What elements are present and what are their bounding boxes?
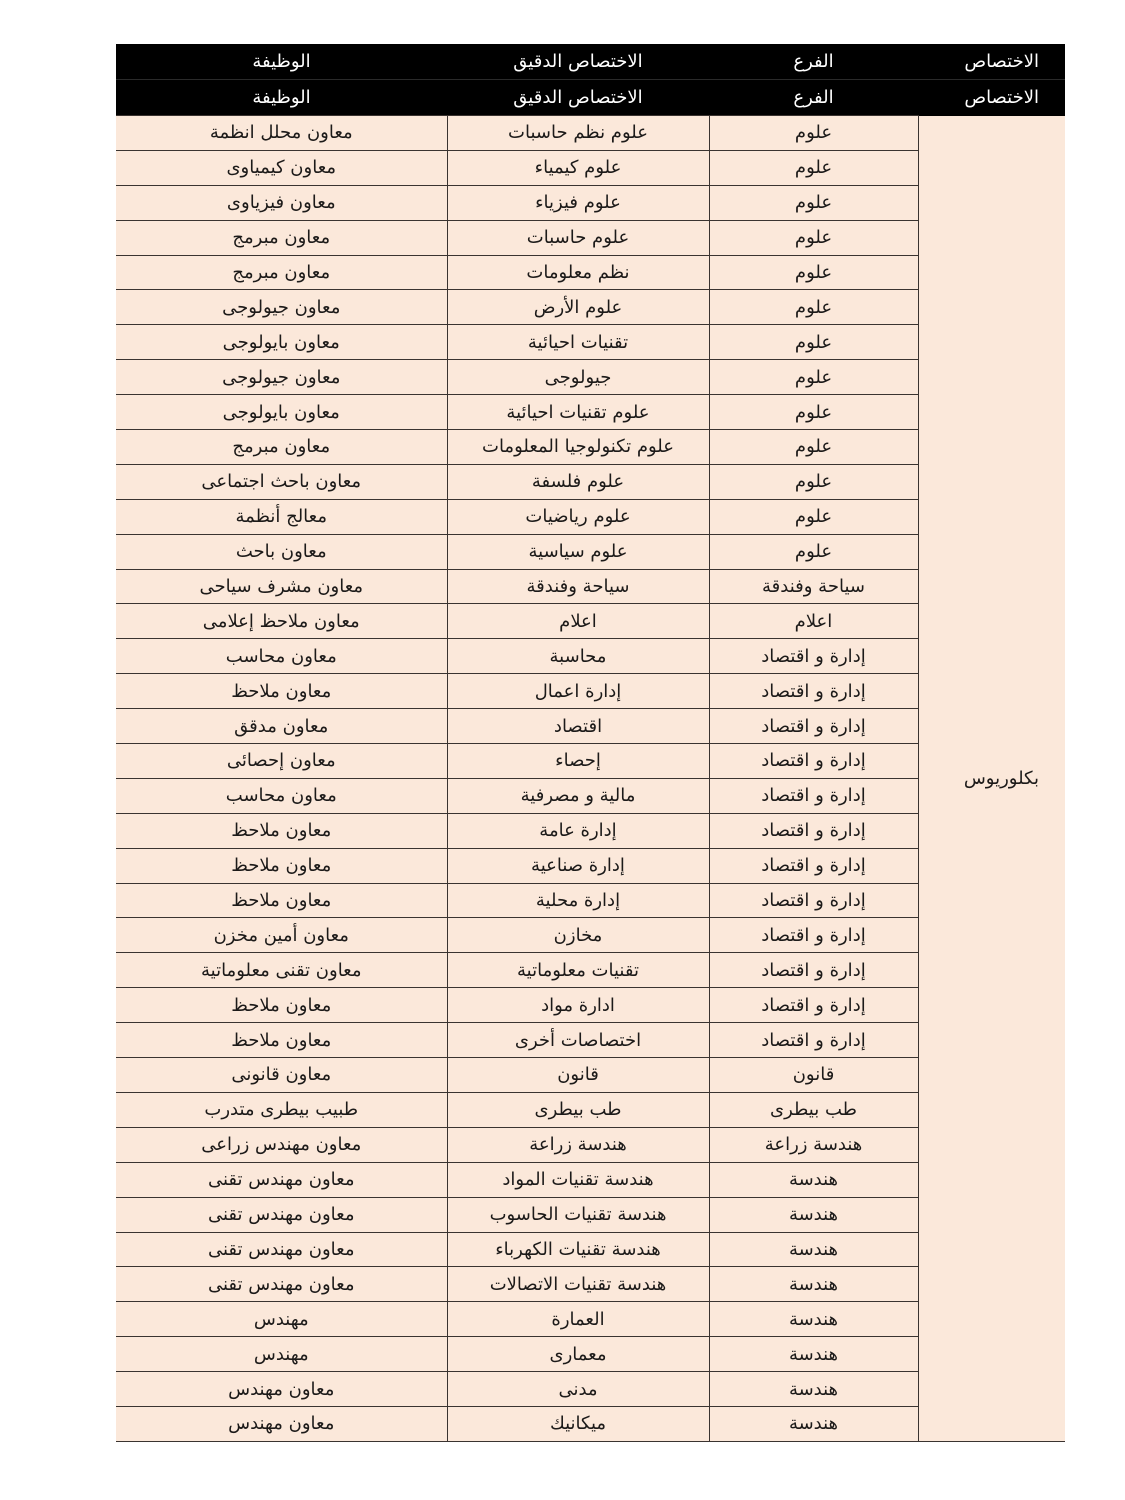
branch-cell: علوم [709,255,918,290]
branch-cell: إدارة و اقتصاد [709,778,918,813]
branch-cell: علوم [709,150,918,185]
job-cell: معاون مبرمج [116,430,447,465]
job-cell: معاون إحصائى [116,744,447,779]
job-cell: معاون مهندس تقنى [116,1197,447,1232]
branch-cell: علوم [709,499,918,534]
branch-cell: هندسة [709,1162,918,1197]
specialty-jobs-table [116,44,1065,1442]
sub-specialty-cell: علوم تكنولوجيا المعلومات [447,430,709,465]
job-cell: معاون محاسب [116,778,447,813]
sub-specialty-cell: العمارة [447,1302,709,1337]
branch-cell: هندسة [709,1232,918,1267]
sub-specialty-cell: هندسة تقنيات الحاسوب [447,1197,709,1232]
branch-cell: علوم [709,325,918,360]
sub-specialty-cell: إدارة صناعية [447,848,709,883]
degree-cell: بكلوريوس [918,116,1065,1442]
job-cell: معاون مهندس تقنى [116,1162,447,1197]
sub-specialty-cell: هندسة تقنيات الاتصالات [447,1267,709,1302]
branch-cell: علوم [709,464,918,499]
job-cell: معاون قانونى [116,1058,447,1093]
header-row-repeat [116,80,1065,116]
job-cell: معاون محلل انظمة [116,116,447,151]
job-cell: معاون باحث اجتماعى [116,464,447,499]
header-row [116,44,1065,80]
sub-specialty-cell: هندسة زراعة [447,1127,709,1162]
job-cell: معاون ملاحظ [116,813,447,848]
job-cell: معاون ملاحظ [116,883,447,918]
branch-cell: هندسة [709,1372,918,1407]
sub-specialty-cell: نظم معلومات [447,255,709,290]
sub-specialty-cell: هندسة تقنيات المواد [447,1162,709,1197]
branch-cell: طب بيطرى [709,1092,918,1127]
sub-specialty-cell: علوم كيمياء [447,150,709,185]
job-cell: معاون مهندس تقنى [116,1232,447,1267]
job-cell: معاون جيولوجى [116,360,447,395]
sub-specialty-cell: إدارة محلية [447,883,709,918]
job-cell: معالج أنظمة [116,499,447,534]
job-cell: معاون مبرمج [116,255,447,290]
job-cell: معاون مشرف سياحى [116,569,447,604]
branch-cell: علوم [709,185,918,220]
header-job: الوظيفة [116,44,447,80]
job-cell: معاون مهندس [116,1372,447,1407]
sub-specialty-cell: إدارة عامة [447,813,709,848]
branch-cell: إدارة و اقتصاد [709,674,918,709]
job-cell: معاون باحث [116,534,447,569]
branch-cell: إدارة و اقتصاد [709,1023,918,1058]
sub-specialty-cell: علوم فيزياء [447,185,709,220]
job-cell: معاون مدقق [116,709,447,744]
branch-cell: علوم [709,360,918,395]
branch-cell: علوم [709,220,918,255]
sub-specialty-cell: علوم الأرض [447,290,709,325]
table-row [116,116,1065,151]
header-job: الوظيفة [116,80,447,116]
sub-specialty-cell: قانون [447,1058,709,1093]
sub-specialty-cell: مخازن [447,918,709,953]
sub-specialty-cell: مدنى [447,1372,709,1407]
sub-specialty-cell: علوم رياضيات [447,499,709,534]
branch-cell: قانون [709,1058,918,1093]
job-cell: معاون كيمياوى [116,150,447,185]
sub-specialty-cell: علوم فلسفة [447,464,709,499]
branch-cell: إدارة و اقتصاد [709,639,918,674]
header-degree: الاختصاص [918,44,1065,80]
sub-specialty-cell: علوم حاسبات [447,220,709,255]
branch-cell: اعلام [709,604,918,639]
job-cell: معاون ملاحظ [116,674,447,709]
job-cell: مهندس [116,1302,447,1337]
job-cell: معاون تقنى معلوماتية [116,953,447,988]
job-cell: معاون ملاحظ [116,988,447,1023]
job-cell: معاون أمين مخزن [116,918,447,953]
branch-cell: هندسة [709,1337,918,1372]
branch-cell: إدارة و اقتصاد [709,813,918,848]
branch-cell: هندسة [709,1406,918,1441]
sub-specialty-cell: مالية و مصرفية [447,778,709,813]
header-sub-specialty: الاختصاص الدقيق [447,80,709,116]
branch-cell: هندسة [709,1267,918,1302]
branch-cell: علوم [709,430,918,465]
sub-specialty-cell: محاسبة [447,639,709,674]
sub-specialty-cell: علوم سياسية [447,534,709,569]
sub-specialty-cell: ميكانيك [447,1406,709,1441]
sub-specialty-cell: تقنيات احيائية [447,325,709,360]
job-cell: معاون مهندس زراعى [116,1127,447,1162]
branch-cell: هندسة [709,1302,918,1337]
sub-specialty-cell: إدارة اعمال [447,674,709,709]
job-cell: معاون فيزياوى [116,185,447,220]
branch-cell: سياحة وفندقة [709,569,918,604]
job-cell: طبيب بيطرى متدرب [116,1092,447,1127]
job-cell: معاون ملاحظ [116,1023,447,1058]
job-cell: معاون مهندس تقنى [116,1267,447,1302]
job-cell: معاون بايولوجى [116,395,447,430]
header-branch: الفرع [709,80,918,116]
job-specialty-document [116,44,1065,1442]
job-cell: معاون مبرمج [116,220,447,255]
sub-specialty-cell: جيولوجى [447,360,709,395]
sub-specialty-cell: تقنيات معلوماتية [447,953,709,988]
sub-specialty-cell: هندسة تقنيات الكهرباء [447,1232,709,1267]
job-cell: معاون جيولوجى [116,290,447,325]
job-cell: معاون محاسب [116,639,447,674]
job-cell: معاون ملاحظ إعلامى [116,604,447,639]
sub-specialty-cell: ادارة مواد [447,988,709,1023]
header-sub-specialty: الاختصاص الدقيق [447,44,709,80]
branch-cell: إدارة و اقتصاد [709,988,918,1023]
sub-specialty-cell: اختصاصات أخرى [447,1023,709,1058]
job-cell: مهندس [116,1337,447,1372]
branch-cell: إدارة و اقتصاد [709,953,918,988]
header-degree: الاختصاص [918,80,1065,116]
sub-specialty-cell: علوم نظم حاسبات [447,116,709,151]
branch-cell: هندسة زراعة [709,1127,918,1162]
branch-cell: إدارة و اقتصاد [709,744,918,779]
job-cell: معاون ملاحظ [116,848,447,883]
branch-cell: إدارة و اقتصاد [709,918,918,953]
branch-cell: إدارة و اقتصاد [709,709,918,744]
branch-cell: إدارة و اقتصاد [709,848,918,883]
sub-specialty-cell: اعلام [447,604,709,639]
branch-cell: هندسة [709,1197,918,1232]
sub-specialty-cell: طب بيطرى [447,1092,709,1127]
header-branch: الفرع [709,44,918,80]
branch-cell: علوم [709,395,918,430]
table-body [116,116,1065,1442]
job-cell: معاون مهندس [116,1406,447,1441]
sub-specialty-cell: إحصاء [447,744,709,779]
branch-cell: علوم [709,116,918,151]
job-cell: معاون بايولوجى [116,325,447,360]
branch-cell: علوم [709,534,918,569]
sub-specialty-cell: اقتصاد [447,709,709,744]
branch-cell: إدارة و اقتصاد [709,883,918,918]
sub-specialty-cell: سياحة وفندقة [447,569,709,604]
branch-cell: علوم [709,290,918,325]
sub-specialty-cell: معمارى [447,1337,709,1372]
sub-specialty-cell: علوم تقنيات احيائية [447,395,709,430]
